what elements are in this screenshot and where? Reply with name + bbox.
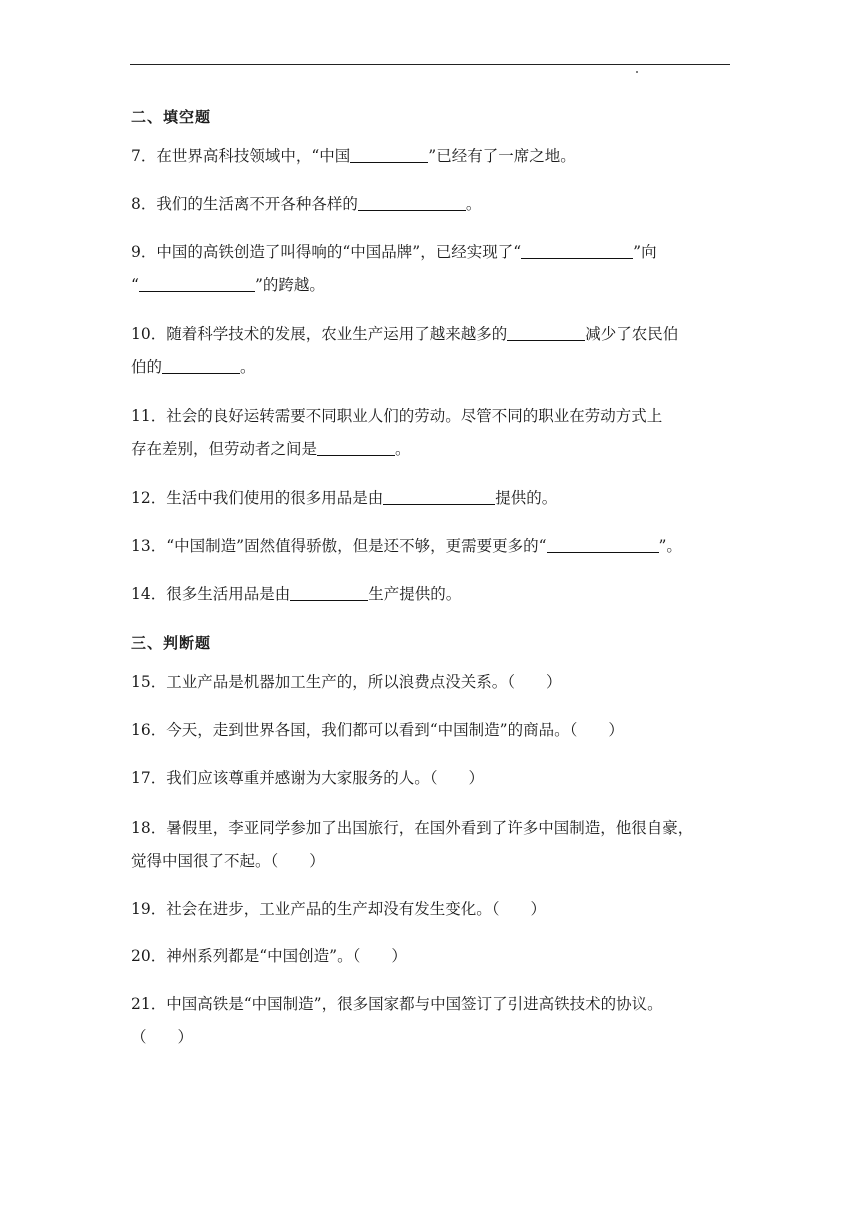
answer-blank[interactable] — [139, 275, 255, 292]
question-8: 8．我们的生活离不开各种各样的 。 — [131, 195, 482, 213]
answer-blank[interactable] — [290, 584, 368, 601]
question-18: 18．暑假里，李亚同学参加了出国旅行，在国外看到了许多中国制造，他很自豪， 觉得中国很了不起。（ ） — [131, 819, 694, 870]
question-15: 15．工业产品是机器加工生产的，所以浪费点没关系。（ ） — [131, 673, 562, 691]
answer-blank[interactable] — [507, 324, 585, 341]
question-9: 9．中国的高铁创造了叫得响的“中国品牌”，已经实现了“ ”向 “ ”的跨越。 — [131, 243, 657, 294]
question-11: 11．社会的良好运转需要不同职业人们的劳动。尽管不同的职业在劳动方式上 存在差别，但劳动者之间是 。 — [131, 407, 663, 458]
question-16: 16．今天，走到世界各国，我们都可以看到“中国制造”的商品。（ ） — [131, 721, 624, 739]
section-judgment-heading: 三、判断题 — [131, 634, 212, 652]
question-12: 12．生活中我们使用的很多用品是由 提供的。 — [131, 489, 558, 507]
answer-blank[interactable] — [317, 439, 395, 456]
answer-blank[interactable] — [521, 242, 633, 259]
question-19: 19．社会在进步，工业产品的生产却没有发生变化。（ ） — [131, 900, 546, 918]
question-14: 14．很多生活用品是由 生产提供的。 — [131, 585, 462, 603]
question-13: 13．“中国制造”固然值得骄傲，但是还不够，更需要更多的“ ”。 — [131, 537, 682, 555]
header-rule — [130, 64, 730, 65]
answer-blank[interactable] — [162, 357, 240, 374]
question-17: 17．我们应该尊重并感谢为大家服务的人。（ ） — [131, 769, 484, 787]
question-20: 20．神州系列都是“中国创造”。（ ） — [131, 947, 407, 965]
answer-blank[interactable] — [358, 194, 466, 211]
question-7: 7．在世界高科技领域中，“中国 ”已经有了一席之地。 — [131, 147, 576, 165]
section-fill-in-heading: 二、填空题 — [131, 108, 212, 126]
answer-blank[interactable] — [350, 146, 428, 163]
question-21: 21．中国高铁是“中国制造”，很多国家都与中国签订了引进高铁技术的协议。 （ ） — [131, 995, 663, 1046]
answer-blank[interactable] — [383, 488, 495, 505]
answer-blank[interactable] — [547, 536, 659, 553]
header-dot — [636, 71, 638, 73]
question-10: 10．随着科学技术的发展，农业生产运用了越来越多的 减少了农民伯 伯的 。 — [131, 325, 679, 376]
